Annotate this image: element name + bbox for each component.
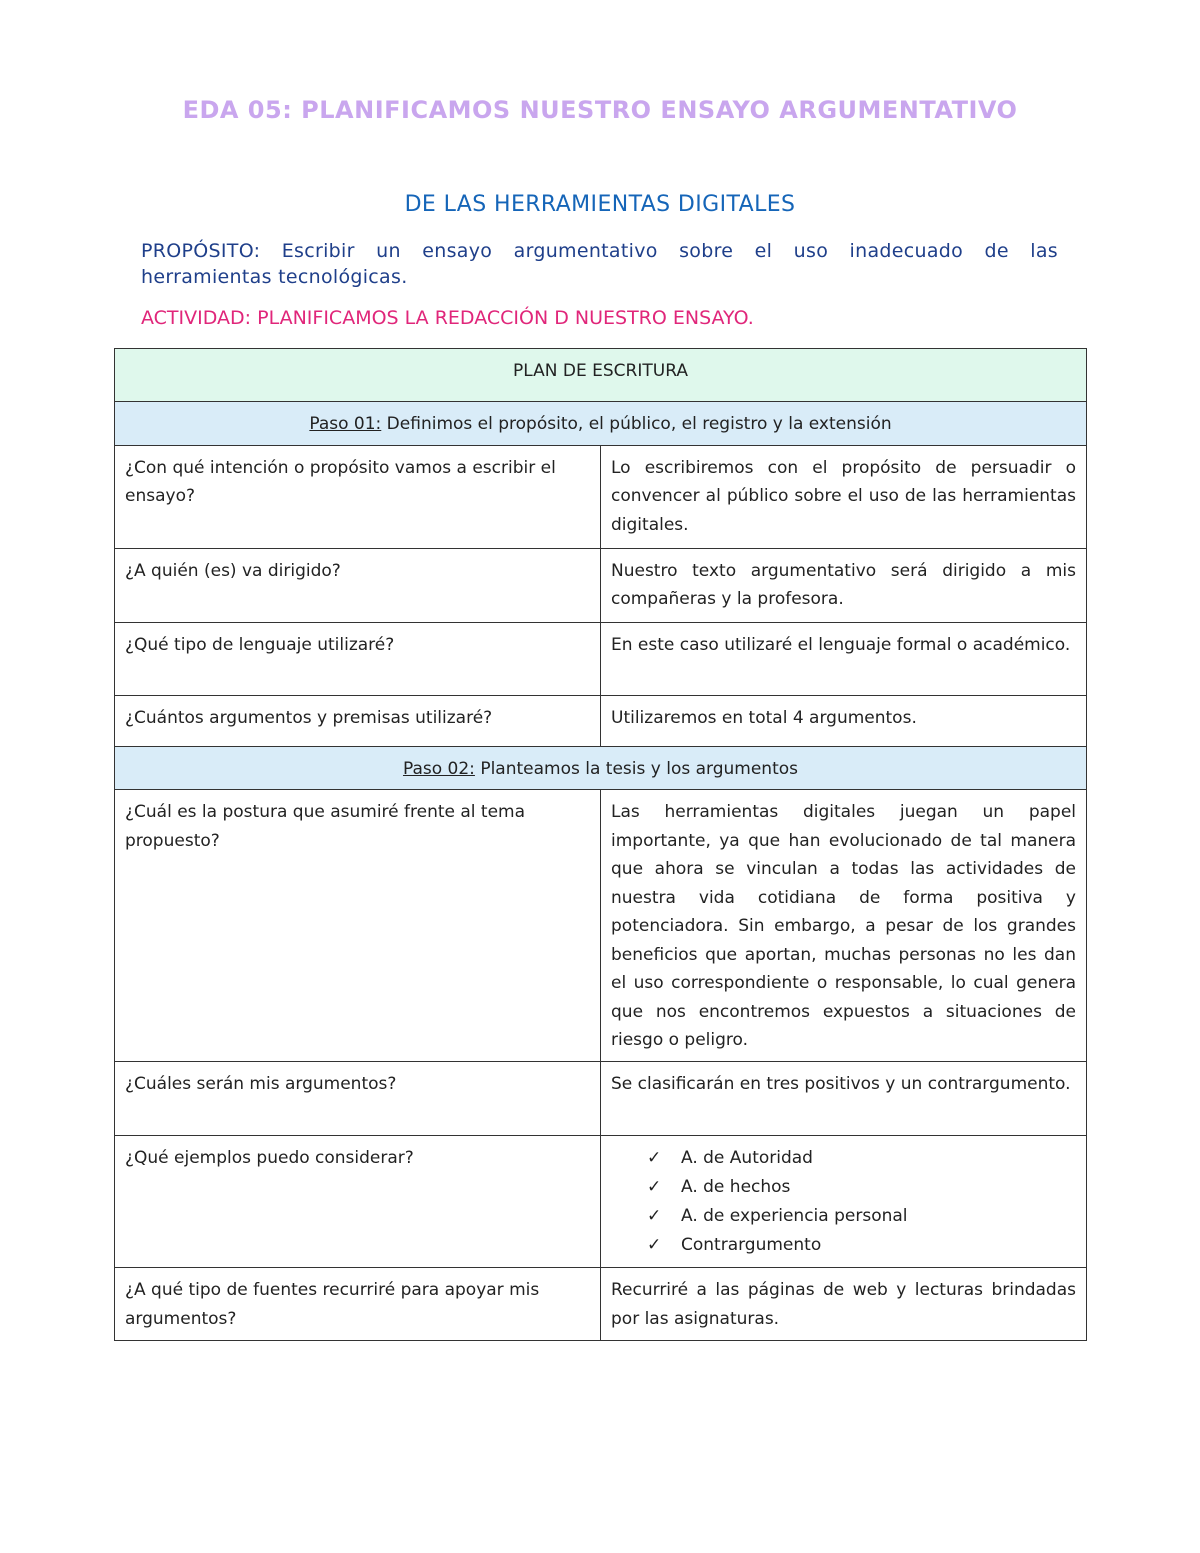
table-header-row bbox=[115, 349, 1087, 402]
examples-cell bbox=[601, 1136, 1087, 1268]
answer-cell: Lo escribiremos con el propósito de persuadir o convencer al público sobre el uso de las herramientas digitales. bbox=[601, 445, 1087, 548]
question-cell: ¿Qué ejemplos puedo considerar? bbox=[115, 1136, 601, 1268]
writing-plan-table bbox=[114, 348, 1087, 1341]
step-2-label: Paso 02: bbox=[402, 758, 475, 779]
table-row bbox=[115, 622, 1087, 695]
answer-cell: Recurriré a las páginas de web y lecturas brindadas por las asignaturas. bbox=[601, 1268, 1087, 1341]
table-row bbox=[115, 1062, 1087, 1136]
document-title: EDA 05: PLANIFICAMOS NUESTRO ENSAYO ARGUMENTATIVO bbox=[182, 96, 1018, 124]
answer-cell: Las herramientas digitales juegan un papel importante, ya que han evolucionado de tal manera que ahora se vinculan a todas las actividades de nuestra vida cotidiana de forma positiva y potenciadora. Sin embargo, a pesar de los grandes beneficios que aportan, muchas personas no les dan el uso correspondiente o responsable, lo cual genera que nos encontremos expuestos a situaciones de riesgo o peligro. bbox=[601, 790, 1087, 1062]
purpose-paragraph bbox=[141, 238, 1058, 290]
example-label: Contrargumento bbox=[681, 1235, 822, 1255]
list-item bbox=[647, 1173, 1076, 1202]
table-row bbox=[115, 695, 1087, 746]
activity-line: ACTIVIDAD: PLANIFICAMOS LA REDACCIÓN D NUESTRO ENSAYO. bbox=[141, 307, 754, 329]
checkmark-icon: ✓ bbox=[647, 1206, 662, 1226]
table-row bbox=[115, 548, 1087, 622]
question-cell: ¿A quién (es) va dirigido? bbox=[115, 548, 601, 622]
question-cell: ¿A qué tipo de fuentes recurriré para apoyar mis argumentos? bbox=[115, 1268, 601, 1341]
step-1-text: Definimos el propósito, el público, el registro y la extensión bbox=[381, 414, 892, 434]
list-item bbox=[647, 1144, 1076, 1173]
step-2-text: Planteamos la tesis y los argumentos bbox=[474, 758, 799, 779]
question-cell: ¿Cuáles serán mis argumentos? bbox=[115, 1062, 601, 1136]
step-2-cell bbox=[115, 746, 1087, 790]
answer-cell: Nuestro texto argumentativo será dirigido a mis compañeras y la profesora. bbox=[601, 548, 1087, 622]
answer-cell: Utilizaremos en total 4 argumentos. bbox=[601, 695, 1087, 746]
step-row bbox=[115, 402, 1087, 446]
step-1-label: Paso 01: bbox=[309, 414, 382, 434]
question-cell: ¿Cuántos argumentos y premisas utilizaré? bbox=[115, 695, 601, 746]
question-cell: ¿Cuál es la postura que asumiré frente al tema propuesto? bbox=[115, 790, 601, 1062]
step-1-cell bbox=[115, 402, 1087, 446]
answer-cell: Se clasificarán en tres positivos y un contrargumento. bbox=[601, 1062, 1087, 1136]
checkmark-icon: ✓ bbox=[647, 1177, 662, 1197]
purpose-line-1: PROPÓSITO: Escribir un ensayo argumentativo sobre el uso inadecuado de las bbox=[141, 240, 1058, 262]
step-row bbox=[115, 746, 1087, 790]
document-subtitle: DE LAS HERRAMIENTAS DIGITALES bbox=[404, 192, 796, 217]
checkmark-icon: ✓ bbox=[647, 1235, 662, 1255]
example-label: A. de Autoridad bbox=[681, 1148, 813, 1168]
answer-cell: En este caso utilizaré el lenguaje formal o académico. bbox=[601, 622, 1087, 695]
plan-heading: PLAN DE ESCRITURA bbox=[115, 349, 1087, 402]
table-row bbox=[115, 1136, 1087, 1268]
list-item bbox=[647, 1202, 1076, 1231]
question-cell: ¿Qué tipo de lenguaje utilizaré? bbox=[115, 622, 601, 695]
example-label: A. de hechos bbox=[681, 1177, 791, 1197]
list-item bbox=[647, 1231, 1076, 1260]
table-row bbox=[115, 1268, 1087, 1341]
examples-list bbox=[611, 1144, 1076, 1260]
checkmark-icon: ✓ bbox=[647, 1148, 662, 1168]
table-row bbox=[115, 445, 1087, 548]
purpose-line-2: herramientas tecnológicas. bbox=[141, 266, 408, 288]
table-row bbox=[115, 790, 1087, 1062]
question-cell: ¿Con qué intención o propósito vamos a escribir el ensayo? bbox=[115, 445, 601, 548]
example-label: A. de experiencia personal bbox=[681, 1206, 908, 1226]
